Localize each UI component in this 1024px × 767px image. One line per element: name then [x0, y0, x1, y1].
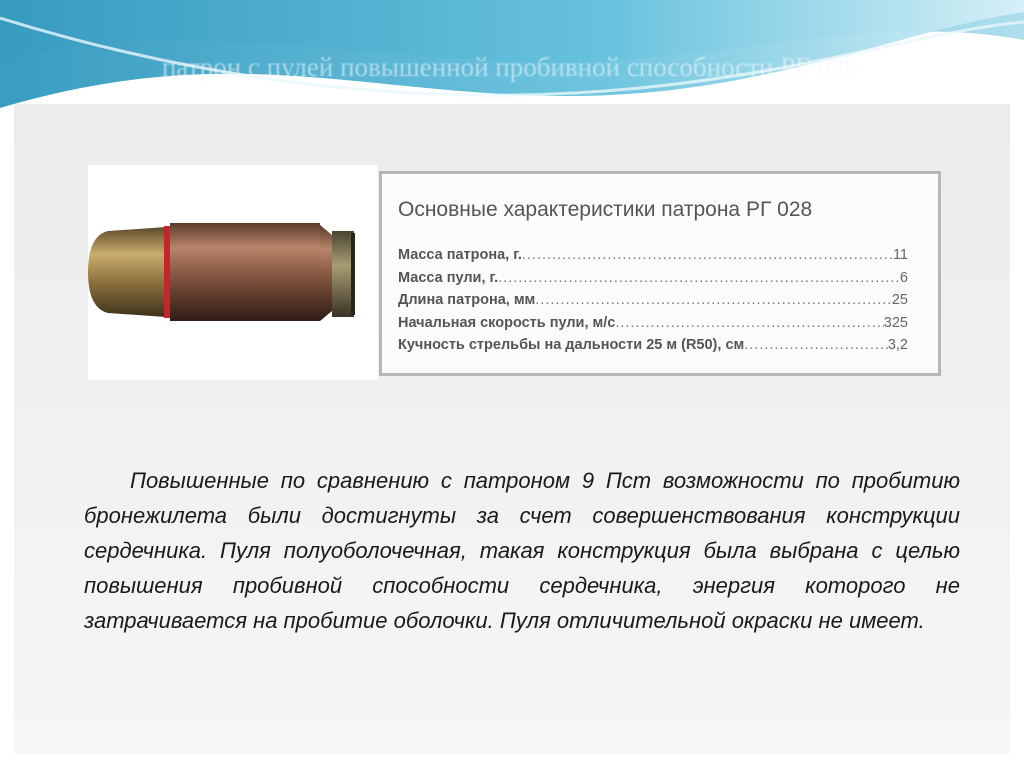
- spec-list: [398, 247, 908, 360]
- spec-value: 11: [892, 247, 908, 263]
- spec-value: 25: [891, 292, 908, 308]
- leader-dots: [535, 292, 892, 308]
- spec-label: Масса пули, г.: [398, 269, 499, 286]
- leader-dots: [522, 247, 893, 263]
- spec-value: 3,2: [887, 337, 908, 353]
- spec-row: [398, 315, 908, 338]
- spec-box: [379, 171, 941, 376]
- spec-label: Начальная скорость пули, м/с: [398, 314, 616, 331]
- leader-dots: [615, 315, 883, 331]
- body-paragraph: Повышенные по сравнению с патроном 9 Пст возможности по пробитию бронежилета были достигнуты за счет совершенствования конструкции сердечника. Пуля полуоболочечная, такая конструкция была выбрана с целью повышения пробивной способности сердечника, энергия которого не затрачивается на пробитие оболочки. Пуля отличительной окраски не имеет.: [84, 468, 960, 633]
- leader-dots: [744, 337, 888, 353]
- slide-title: патрон с пулей повышенной пробивной способности РГ 028: [161, 52, 859, 82]
- spec-label: Кучность стрельбы на дальности 25 м (R50), см: [398, 337, 745, 353]
- bullet-tip: [88, 227, 166, 317]
- cartridge-case: [170, 223, 320, 321]
- cartridge-image: [88, 165, 378, 380]
- spec-value: 325: [883, 314, 908, 331]
- spec-value: 6: [899, 269, 908, 286]
- spec-label: Длина патрона, мм: [398, 292, 536, 308]
- spec-title: Основные характеристики патрона РГ 028: [398, 198, 813, 221]
- spec-row: [398, 292, 908, 315]
- spec-label: Масса патрона, г.: [398, 247, 522, 263]
- case-neck: [320, 225, 332, 321]
- spec-row: [398, 247, 908, 270]
- case-rim: [332, 231, 354, 317]
- rim-edge: [351, 233, 355, 315]
- spec-row: [398, 337, 908, 360]
- leader-dots: [498, 270, 900, 286]
- red-band: [164, 226, 170, 318]
- spec-row: [398, 270, 908, 293]
